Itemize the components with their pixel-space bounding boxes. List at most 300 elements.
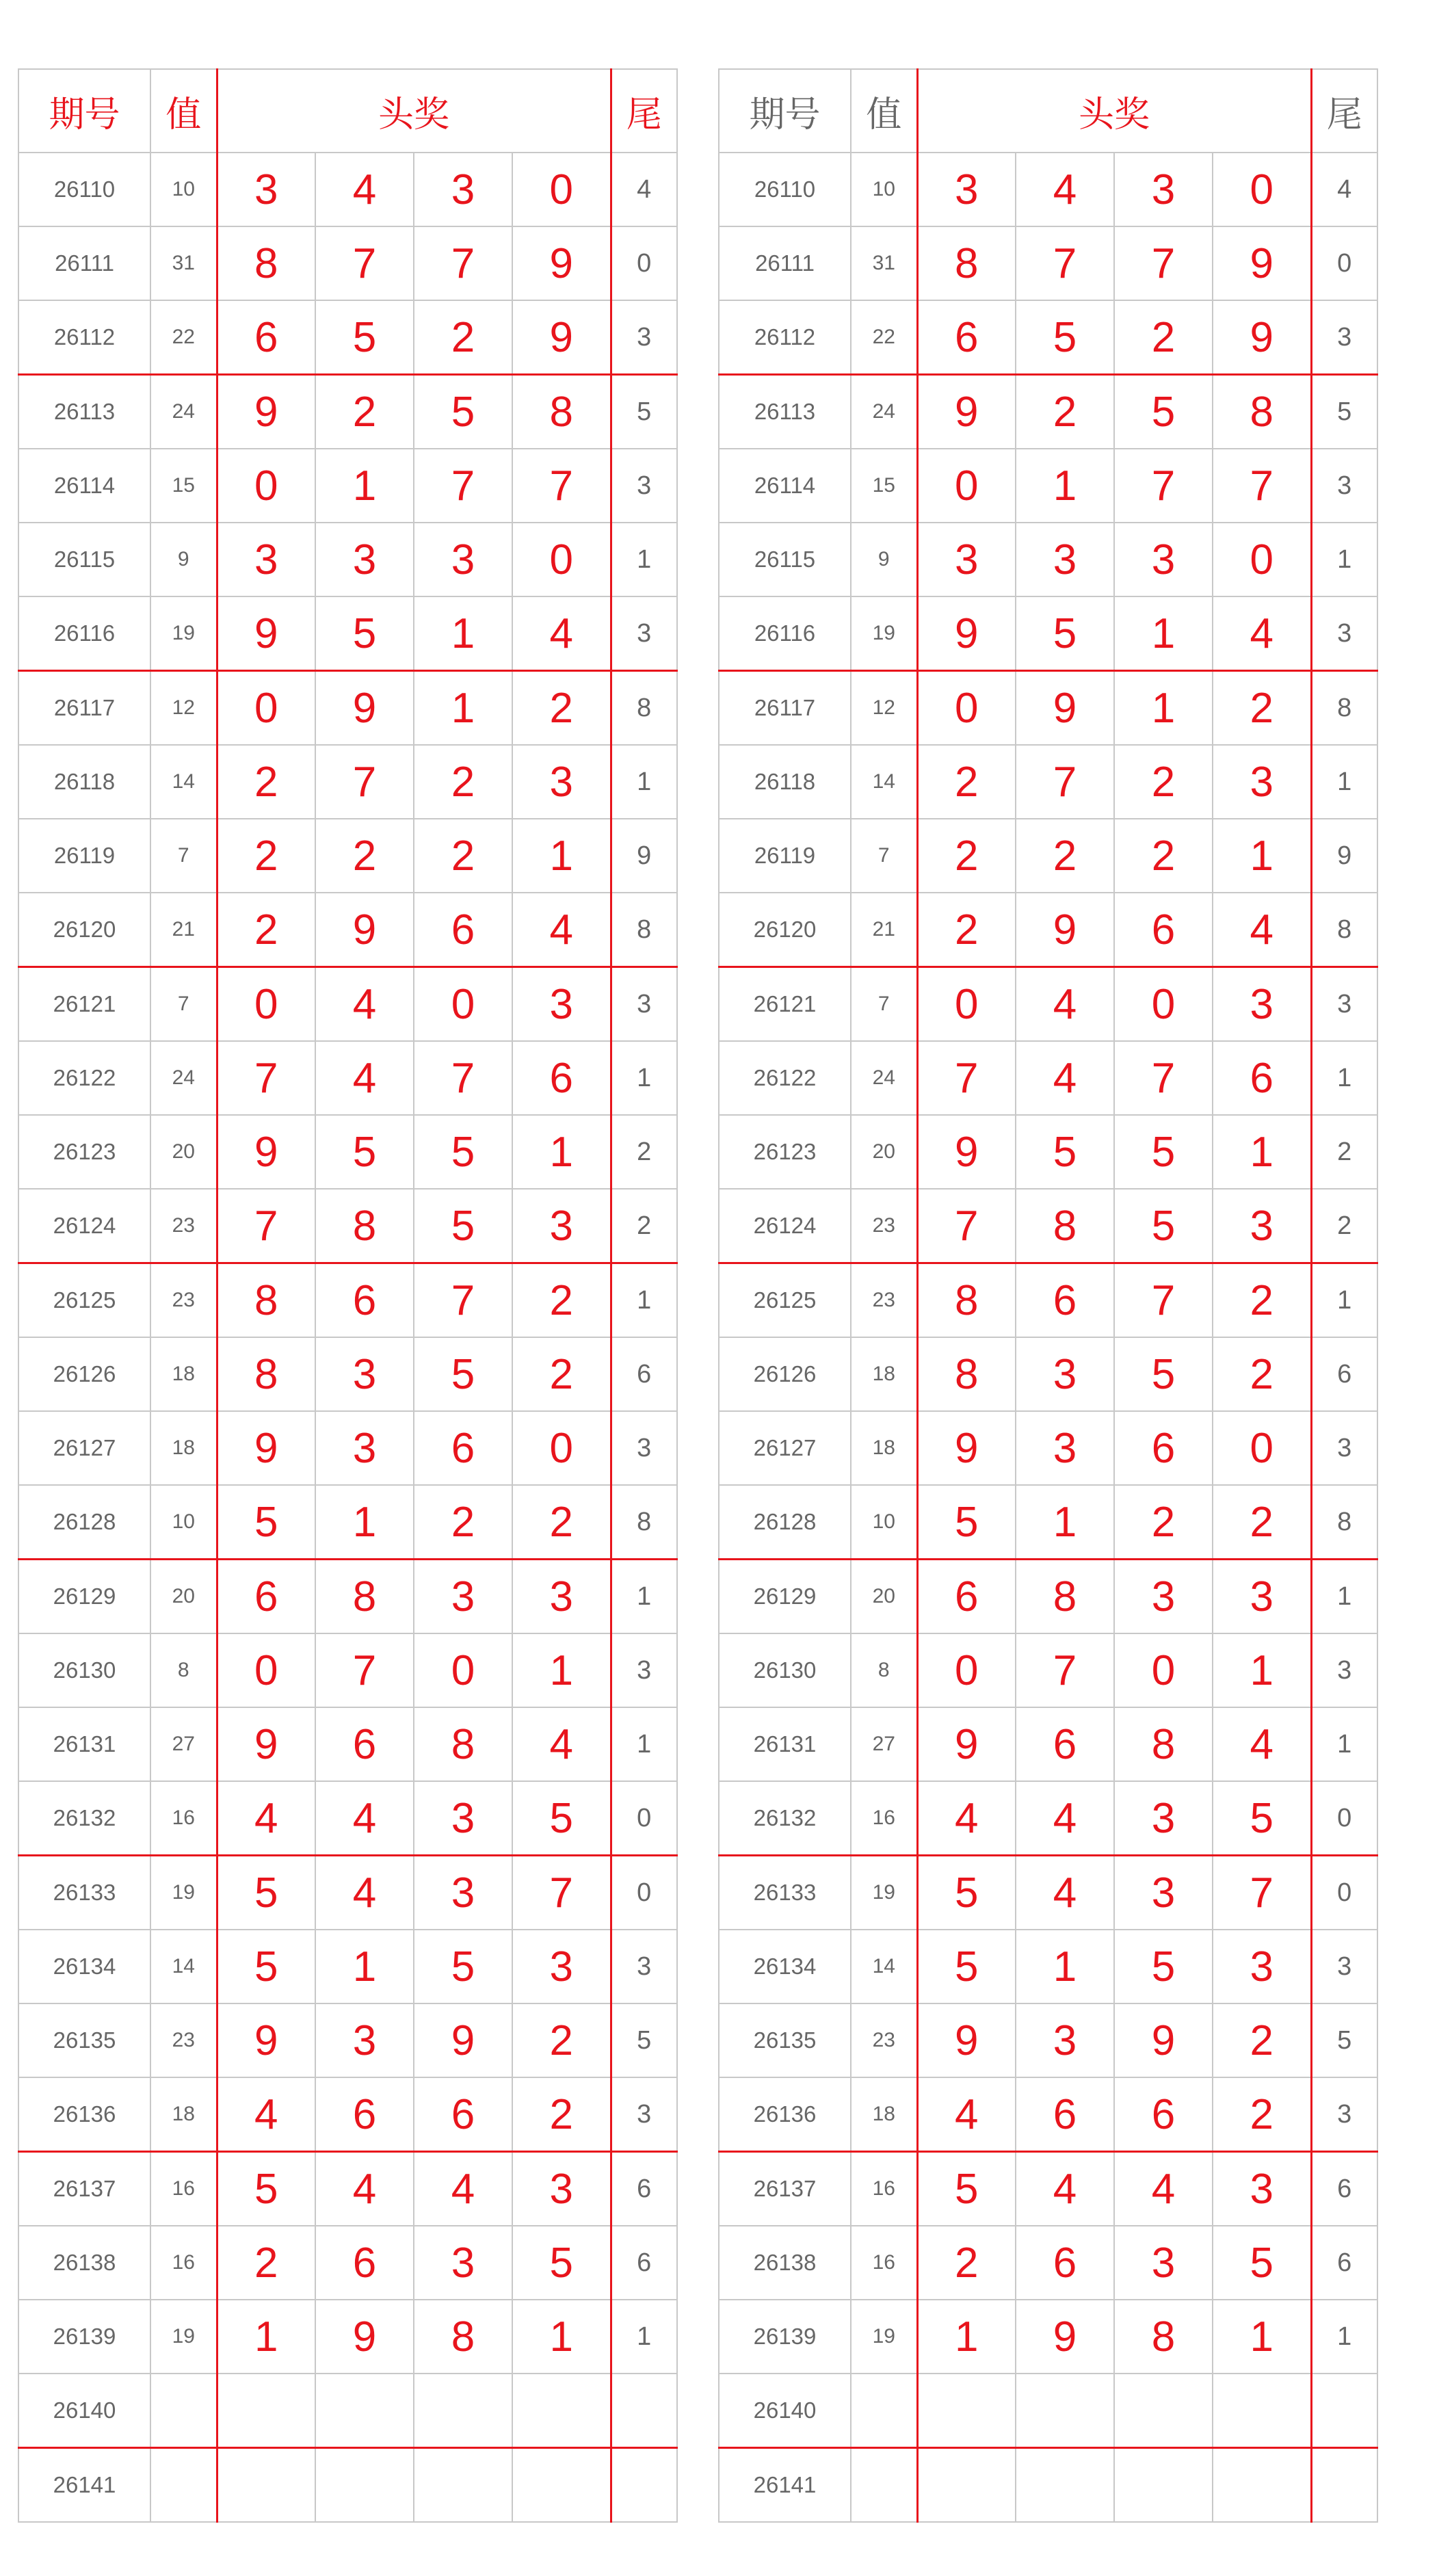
prize-digit-cell: 5 <box>1213 1781 1311 1856</box>
period-cell: 26111 <box>18 226 150 300</box>
prize-digit-cell: 5 <box>315 1115 414 1189</box>
prize-digit-cell: 5 <box>917 1485 1016 1560</box>
value-cell: 27 <box>150 1707 217 1781</box>
prize-digit-cell: 0 <box>1213 1411 1311 1485</box>
period-cell: 26113 <box>719 375 851 449</box>
period-cell: 26124 <box>18 1189 150 1263</box>
prize-digit-cell: 3 <box>315 2003 414 2077</box>
prize-digit-cell: 3 <box>917 523 1016 596</box>
prize-digit-cell: 0 <box>1114 1633 1213 1707</box>
period-cell: 26123 <box>18 1115 150 1189</box>
value-cell: 19 <box>851 1856 917 1930</box>
table-row <box>18 1560 677 1634</box>
prize-digit-cell: 3 <box>512 967 611 1042</box>
prize-digit-cell: 4 <box>414 2152 512 2226</box>
period-cell: 26116 <box>719 596 851 671</box>
table-row <box>719 226 1377 300</box>
value-cell: 7 <box>150 819 217 893</box>
prize-digit-cell <box>1114 2448 1213 2523</box>
prize-digit-cell: 4 <box>917 2077 1016 2152</box>
tail-cell: 5 <box>1311 375 1377 449</box>
prize-digit-cell: 1 <box>512 1633 611 1707</box>
prize-digit-cell: 6 <box>315 2226 414 2300</box>
table-row <box>18 2448 677 2523</box>
prize-digit-cell: 9 <box>917 1411 1016 1485</box>
value-cell: 31 <box>150 226 217 300</box>
table-row <box>18 523 677 596</box>
period-cell: 26127 <box>18 1411 150 1485</box>
prize-digit-cell: 4 <box>1016 153 1114 226</box>
prize-digit-cell: 9 <box>414 2003 512 2077</box>
prize-digit-cell: 4 <box>1016 1781 1114 1856</box>
value-cell: 14 <box>851 745 917 819</box>
prize-digit-cell <box>1213 2374 1311 2448</box>
prize-digit-cell: 9 <box>1016 893 1114 967</box>
table-row <box>18 2374 677 2448</box>
table-row <box>18 153 677 226</box>
prize-digit-cell: 0 <box>512 523 611 596</box>
header-tail: 尾 <box>1311 69 1377 153</box>
prize-digit-cell: 7 <box>1016 1633 1114 1707</box>
value-cell: 23 <box>851 1263 917 1338</box>
table-row <box>18 1041 677 1115</box>
prize-digit-cell: 6 <box>315 2077 414 2152</box>
prize-digit-cell: 9 <box>917 596 1016 671</box>
prize-digit-cell: 9 <box>315 2300 414 2374</box>
prize-digit-cell: 5 <box>917 1856 1016 1930</box>
prize-digit-cell: 7 <box>414 226 512 300</box>
table-row <box>18 819 677 893</box>
value-cell: 31 <box>851 226 917 300</box>
period-cell: 26121 <box>18 967 150 1042</box>
value-cell: 8 <box>851 1633 917 1707</box>
prize-digit-cell: 2 <box>414 745 512 819</box>
period-cell: 26129 <box>18 1560 150 1634</box>
prize-digit-cell: 7 <box>217 1189 315 1263</box>
prize-digit-cell <box>1016 2374 1114 2448</box>
prize-digit-cell: 7 <box>1016 226 1114 300</box>
prize-digit-cell: 5 <box>1114 1189 1213 1263</box>
prize-digit-cell: 9 <box>217 1707 315 1781</box>
period-cell: 26117 <box>18 671 150 746</box>
value-cell <box>150 2448 217 2523</box>
prize-digit-cell: 1 <box>414 671 512 746</box>
prize-digit-cell: 5 <box>1114 1930 1213 2003</box>
prize-digit-cell: 9 <box>217 375 315 449</box>
period-cell: 26129 <box>719 1560 851 1634</box>
prize-digit-cell: 4 <box>1016 1041 1114 1115</box>
tail-cell: 8 <box>611 893 677 967</box>
prize-digit-cell: 6 <box>1213 1041 1311 1115</box>
tail-cell: 3 <box>1311 1633 1377 1707</box>
prize-digit-cell: 9 <box>512 226 611 300</box>
prize-digit-cell: 3 <box>1213 1560 1311 1634</box>
prize-digit-cell: 3 <box>1016 523 1114 596</box>
period-cell: 26122 <box>18 1041 150 1115</box>
value-cell: 20 <box>851 1560 917 1634</box>
table-row <box>719 967 1377 1042</box>
prize-digit-cell: 9 <box>917 2003 1016 2077</box>
period-cell: 26138 <box>18 2226 150 2300</box>
prize-digit-cell: 2 <box>315 375 414 449</box>
tail-cell: 0 <box>611 226 677 300</box>
tail-cell: 6 <box>611 2152 677 2226</box>
prize-digit-cell: 4 <box>1016 967 1114 1042</box>
prize-digit-cell <box>414 2448 512 2523</box>
prize-digit-cell: 1 <box>1016 1930 1114 2003</box>
prize-digit-cell: 7 <box>1213 449 1311 523</box>
prize-digit-cell: 5 <box>512 1781 611 1856</box>
prize-digit-cell: 8 <box>917 1337 1016 1411</box>
period-cell: 26113 <box>18 375 150 449</box>
prize-digit-cell: 3 <box>1114 153 1213 226</box>
period-cell: 26138 <box>719 2226 851 2300</box>
tail-cell: 0 <box>611 1781 677 1856</box>
table-row <box>719 300 1377 375</box>
prize-digit-cell: 9 <box>217 1411 315 1485</box>
period-cell: 26139 <box>719 2300 851 2374</box>
prize-digit-cell: 8 <box>917 226 1016 300</box>
value-cell: 18 <box>851 1411 917 1485</box>
period-cell: 26121 <box>719 967 851 1042</box>
table-row <box>719 1560 1377 1634</box>
value-cell: 7 <box>851 819 917 893</box>
prize-digit-cell: 6 <box>315 1707 414 1781</box>
prize-digit-cell: 7 <box>217 1041 315 1115</box>
prize-digit-cell: 3 <box>1114 2226 1213 2300</box>
prize-digit-cell: 8 <box>217 1263 315 1338</box>
value-cell: 10 <box>851 153 917 226</box>
period-cell: 26115 <box>719 523 851 596</box>
prize-digit-cell: 7 <box>414 449 512 523</box>
tail-cell <box>611 2448 677 2523</box>
period-cell: 26128 <box>719 1485 851 1560</box>
prize-digit-cell: 8 <box>1213 375 1311 449</box>
prize-digit-cell: 6 <box>217 300 315 375</box>
period-cell: 26112 <box>719 300 851 375</box>
prize-digit-cell: 9 <box>917 1707 1016 1781</box>
value-cell: 16 <box>150 2226 217 2300</box>
table-row <box>719 1781 1377 1856</box>
prize-digit-cell: 8 <box>315 1560 414 1634</box>
prize-digit-cell: 7 <box>315 226 414 300</box>
prize-digit-cell: 6 <box>917 300 1016 375</box>
tail-cell: 1 <box>611 1041 677 1115</box>
prize-digit-cell: 7 <box>414 1263 512 1338</box>
prize-digit-cell: 8 <box>217 226 315 300</box>
prize-digit-cell <box>315 2374 414 2448</box>
prize-digit-cell: 3 <box>1016 1411 1114 1485</box>
prize-digit-cell: 4 <box>217 1781 315 1856</box>
prize-digit-cell: 3 <box>1114 523 1213 596</box>
prize-digit-cell: 2 <box>512 1263 611 1338</box>
period-cell: 26132 <box>18 1781 150 1856</box>
value-cell <box>851 2374 917 2448</box>
tail-cell: 1 <box>611 523 677 596</box>
tail-cell: 3 <box>1311 2077 1377 2152</box>
tail-cell: 2 <box>611 1115 677 1189</box>
period-cell: 26119 <box>719 819 851 893</box>
prize-digit-cell: 3 <box>414 1856 512 1930</box>
prize-digit-cell: 7 <box>512 449 611 523</box>
prize-digit-cell: 8 <box>1016 1189 1114 1263</box>
period-cell: 26119 <box>18 819 150 893</box>
table-row <box>719 1411 1377 1485</box>
prize-digit-cell: 4 <box>315 1781 414 1856</box>
prize-digit-cell: 2 <box>1213 2003 1311 2077</box>
prize-digit-cell: 3 <box>414 1781 512 1856</box>
value-cell: 18 <box>851 2077 917 2152</box>
prize-digit-cell: 9 <box>512 300 611 375</box>
prize-digit-cell: 5 <box>217 1930 315 2003</box>
tail-cell: 4 <box>611 153 677 226</box>
prize-digit-cell: 5 <box>217 1485 315 1560</box>
table-row <box>18 1707 677 1781</box>
value-cell: 14 <box>150 745 217 819</box>
period-cell: 26135 <box>18 2003 150 2077</box>
value-cell: 24 <box>150 1041 217 1115</box>
period-cell: 26114 <box>719 449 851 523</box>
tail-cell: 0 <box>1311 1781 1377 1856</box>
table-header-row <box>18 69 677 153</box>
value-cell: 23 <box>851 1189 917 1263</box>
table-row <box>18 893 677 967</box>
prize-digit-cell <box>917 2374 1016 2448</box>
tail-cell <box>1311 2374 1377 2448</box>
prize-digit-cell: 2 <box>1114 819 1213 893</box>
tail-cell: 2 <box>1311 1115 1377 1189</box>
prize-digit-cell: 1 <box>1213 2300 1311 2374</box>
prize-digit-cell: 2 <box>414 819 512 893</box>
prize-digit-cell: 4 <box>315 153 414 226</box>
prize-digit-cell: 0 <box>917 1633 1016 1707</box>
table-row <box>18 300 677 375</box>
table-row <box>719 671 1377 746</box>
value-cell: 7 <box>150 967 217 1042</box>
prize-digit-cell: 4 <box>1016 1856 1114 1930</box>
prize-digit-cell <box>1213 2448 1311 2523</box>
prize-digit-cell: 7 <box>512 1856 611 1930</box>
prize-digit-cell: 9 <box>315 671 414 746</box>
prize-digit-cell: 3 <box>1016 2003 1114 2077</box>
prize-digit-cell: 1 <box>1213 819 1311 893</box>
prize-digit-cell: 7 <box>1114 226 1213 300</box>
tail-cell: 1 <box>1311 745 1377 819</box>
prize-digit-cell: 5 <box>917 2152 1016 2226</box>
tail-cell: 6 <box>611 1337 677 1411</box>
prize-digit-cell: 8 <box>217 1337 315 1411</box>
prize-digit-cell: 8 <box>1114 1707 1213 1781</box>
prize-digit-cell: 5 <box>414 1115 512 1189</box>
period-cell: 26134 <box>719 1930 851 2003</box>
prize-digit-cell: 3 <box>1114 1856 1213 1930</box>
table-row <box>719 1707 1377 1781</box>
table-row <box>18 1633 677 1707</box>
tail-cell: 8 <box>611 1485 677 1560</box>
prize-digit-cell: 2 <box>1114 300 1213 375</box>
prize-digit-cell: 6 <box>414 1411 512 1485</box>
tail-cell: 3 <box>611 967 677 1042</box>
prize-digit-cell: 7 <box>1016 745 1114 819</box>
prize-digit-cell: 2 <box>512 2003 611 2077</box>
prize-digit-cell: 3 <box>217 153 315 226</box>
tail-cell: 3 <box>611 1633 677 1707</box>
tail-cell: 3 <box>1311 1411 1377 1485</box>
value-cell: 24 <box>150 375 217 449</box>
value-cell: 18 <box>150 1337 217 1411</box>
prize-digit-cell: 2 <box>917 819 1016 893</box>
tail-cell: 5 <box>611 375 677 449</box>
prize-digit-cell: 6 <box>1016 2226 1114 2300</box>
period-cell: 26115 <box>18 523 150 596</box>
prize-digit-cell: 2 <box>512 1337 611 1411</box>
prize-digit-cell: 7 <box>1114 449 1213 523</box>
header-value: 值 <box>851 69 917 153</box>
period-cell: 26140 <box>719 2374 851 2448</box>
table-row <box>719 2003 1377 2077</box>
prize-digit-cell: 0 <box>217 967 315 1042</box>
prize-digit-cell: 4 <box>512 596 611 671</box>
value-cell: 16 <box>851 2152 917 2226</box>
prize-digit-cell: 9 <box>217 2003 315 2077</box>
prize-digit-cell: 6 <box>315 1263 414 1338</box>
prize-digit-cell: 6 <box>1016 1707 1114 1781</box>
tail-cell: 2 <box>611 1189 677 1263</box>
tail-cell: 3 <box>1311 596 1377 671</box>
period-cell: 26133 <box>719 1856 851 1930</box>
prize-digit-cell <box>512 2374 611 2448</box>
prize-digit-cell <box>917 2448 1016 2523</box>
period-cell: 26137 <box>719 2152 851 2226</box>
prize-digit-cell: 9 <box>217 596 315 671</box>
tail-cell: 1 <box>611 1560 677 1634</box>
tail-cell: 1 <box>611 745 677 819</box>
prize-digit-cell: 9 <box>1213 226 1311 300</box>
period-cell: 26130 <box>18 1633 150 1707</box>
table-row <box>719 1041 1377 1115</box>
value-cell: 20 <box>150 1560 217 1634</box>
tail-cell: 0 <box>1311 1856 1377 1930</box>
prize-digit-cell: 3 <box>1016 1337 1114 1411</box>
prize-digit-cell: 3 <box>1213 1930 1311 2003</box>
prize-digit-cell: 1 <box>1114 596 1213 671</box>
tail-cell: 3 <box>611 449 677 523</box>
period-cell: 26133 <box>18 1856 150 1930</box>
value-cell: 14 <box>150 1930 217 2003</box>
prize-digit-cell: 4 <box>1213 893 1311 967</box>
table-row <box>18 1411 677 1485</box>
prize-digit-cell: 1 <box>315 449 414 523</box>
value-cell: 16 <box>150 1781 217 1856</box>
prize-digit-cell: 4 <box>512 893 611 967</box>
tail-cell: 6 <box>1311 2226 1377 2300</box>
table-row <box>18 2152 677 2226</box>
tail-cell: 3 <box>611 596 677 671</box>
table-row <box>719 523 1377 596</box>
prize-digit-cell: 9 <box>217 1115 315 1189</box>
period-cell: 26120 <box>18 893 150 967</box>
period-cell: 26139 <box>18 2300 150 2374</box>
table-row <box>18 2077 677 2152</box>
value-cell: 22 <box>851 300 917 375</box>
prize-digit-cell: 5 <box>217 1856 315 1930</box>
period-cell: 26140 <box>18 2374 150 2448</box>
prize-digit-cell: 2 <box>1213 1263 1311 1338</box>
prize-digit-cell: 0 <box>217 671 315 746</box>
table-row <box>719 375 1377 449</box>
prize-digit-cell: 0 <box>917 671 1016 746</box>
tail-cell: 1 <box>1311 1707 1377 1781</box>
prize-digit-cell: 2 <box>1213 2077 1311 2152</box>
period-cell: 26141 <box>719 2448 851 2523</box>
prize-digit-cell: 3 <box>1213 1189 1311 1263</box>
period-cell: 26130 <box>719 1633 851 1707</box>
table-row <box>18 596 677 671</box>
prize-digit-cell: 5 <box>1016 596 1114 671</box>
prize-digit-cell: 5 <box>315 596 414 671</box>
tail-cell: 8 <box>611 671 677 746</box>
period-cell: 26124 <box>719 1189 851 1263</box>
prize-digit-cell: 8 <box>512 375 611 449</box>
tail-cell: 5 <box>611 2003 677 2077</box>
prize-digit-cell: 3 <box>315 1337 414 1411</box>
period-cell: 26135 <box>719 2003 851 2077</box>
value-cell: 23 <box>150 2003 217 2077</box>
period-cell: 26141 <box>18 2448 150 2523</box>
prize-digit-cell: 2 <box>1213 671 1311 746</box>
period-cell: 26125 <box>18 1263 150 1338</box>
prize-digit-cell: 0 <box>512 153 611 226</box>
tail-cell: 6 <box>1311 2152 1377 2226</box>
prize-digit-cell: 2 <box>917 2226 1016 2300</box>
table-row <box>719 596 1377 671</box>
prize-digit-cell: 9 <box>1114 2003 1213 2077</box>
table-row <box>719 1856 1377 1930</box>
prize-digit-cell: 0 <box>917 449 1016 523</box>
period-cell: 26110 <box>18 153 150 226</box>
prize-digit-cell: 3 <box>512 1560 611 1634</box>
prize-digit-cell: 1 <box>512 819 611 893</box>
table-row <box>18 449 677 523</box>
value-cell: 18 <box>150 2077 217 2152</box>
table-row <box>719 2077 1377 2152</box>
prize-digit-cell: 2 <box>1114 745 1213 819</box>
table-row <box>719 449 1377 523</box>
table-row <box>18 375 677 449</box>
tail-cell: 6 <box>611 2226 677 2300</box>
header-value: 值 <box>150 69 217 153</box>
table-row <box>719 1633 1377 1707</box>
value-cell: 19 <box>150 596 217 671</box>
table-row <box>719 819 1377 893</box>
prize-digit-cell: 5 <box>917 1930 1016 2003</box>
tail-cell: 5 <box>1311 2003 1377 2077</box>
value-cell: 21 <box>851 893 917 967</box>
table-row <box>719 1485 1377 1560</box>
prize-digit-cell: 5 <box>1016 300 1114 375</box>
prize-digit-cell: 8 <box>315 1189 414 1263</box>
value-cell: 15 <box>851 449 917 523</box>
prize-digit-cell: 3 <box>1114 1781 1213 1856</box>
prize-digit-cell: 3 <box>512 1189 611 1263</box>
tail-cell: 9 <box>611 819 677 893</box>
prize-digit-cell: 4 <box>512 1707 611 1781</box>
table-row <box>719 893 1377 967</box>
value-cell: 9 <box>851 523 917 596</box>
prize-digit-cell: 6 <box>1016 2077 1114 2152</box>
prize-digit-cell: 0 <box>217 449 315 523</box>
prize-digit-cell: 7 <box>315 745 414 819</box>
